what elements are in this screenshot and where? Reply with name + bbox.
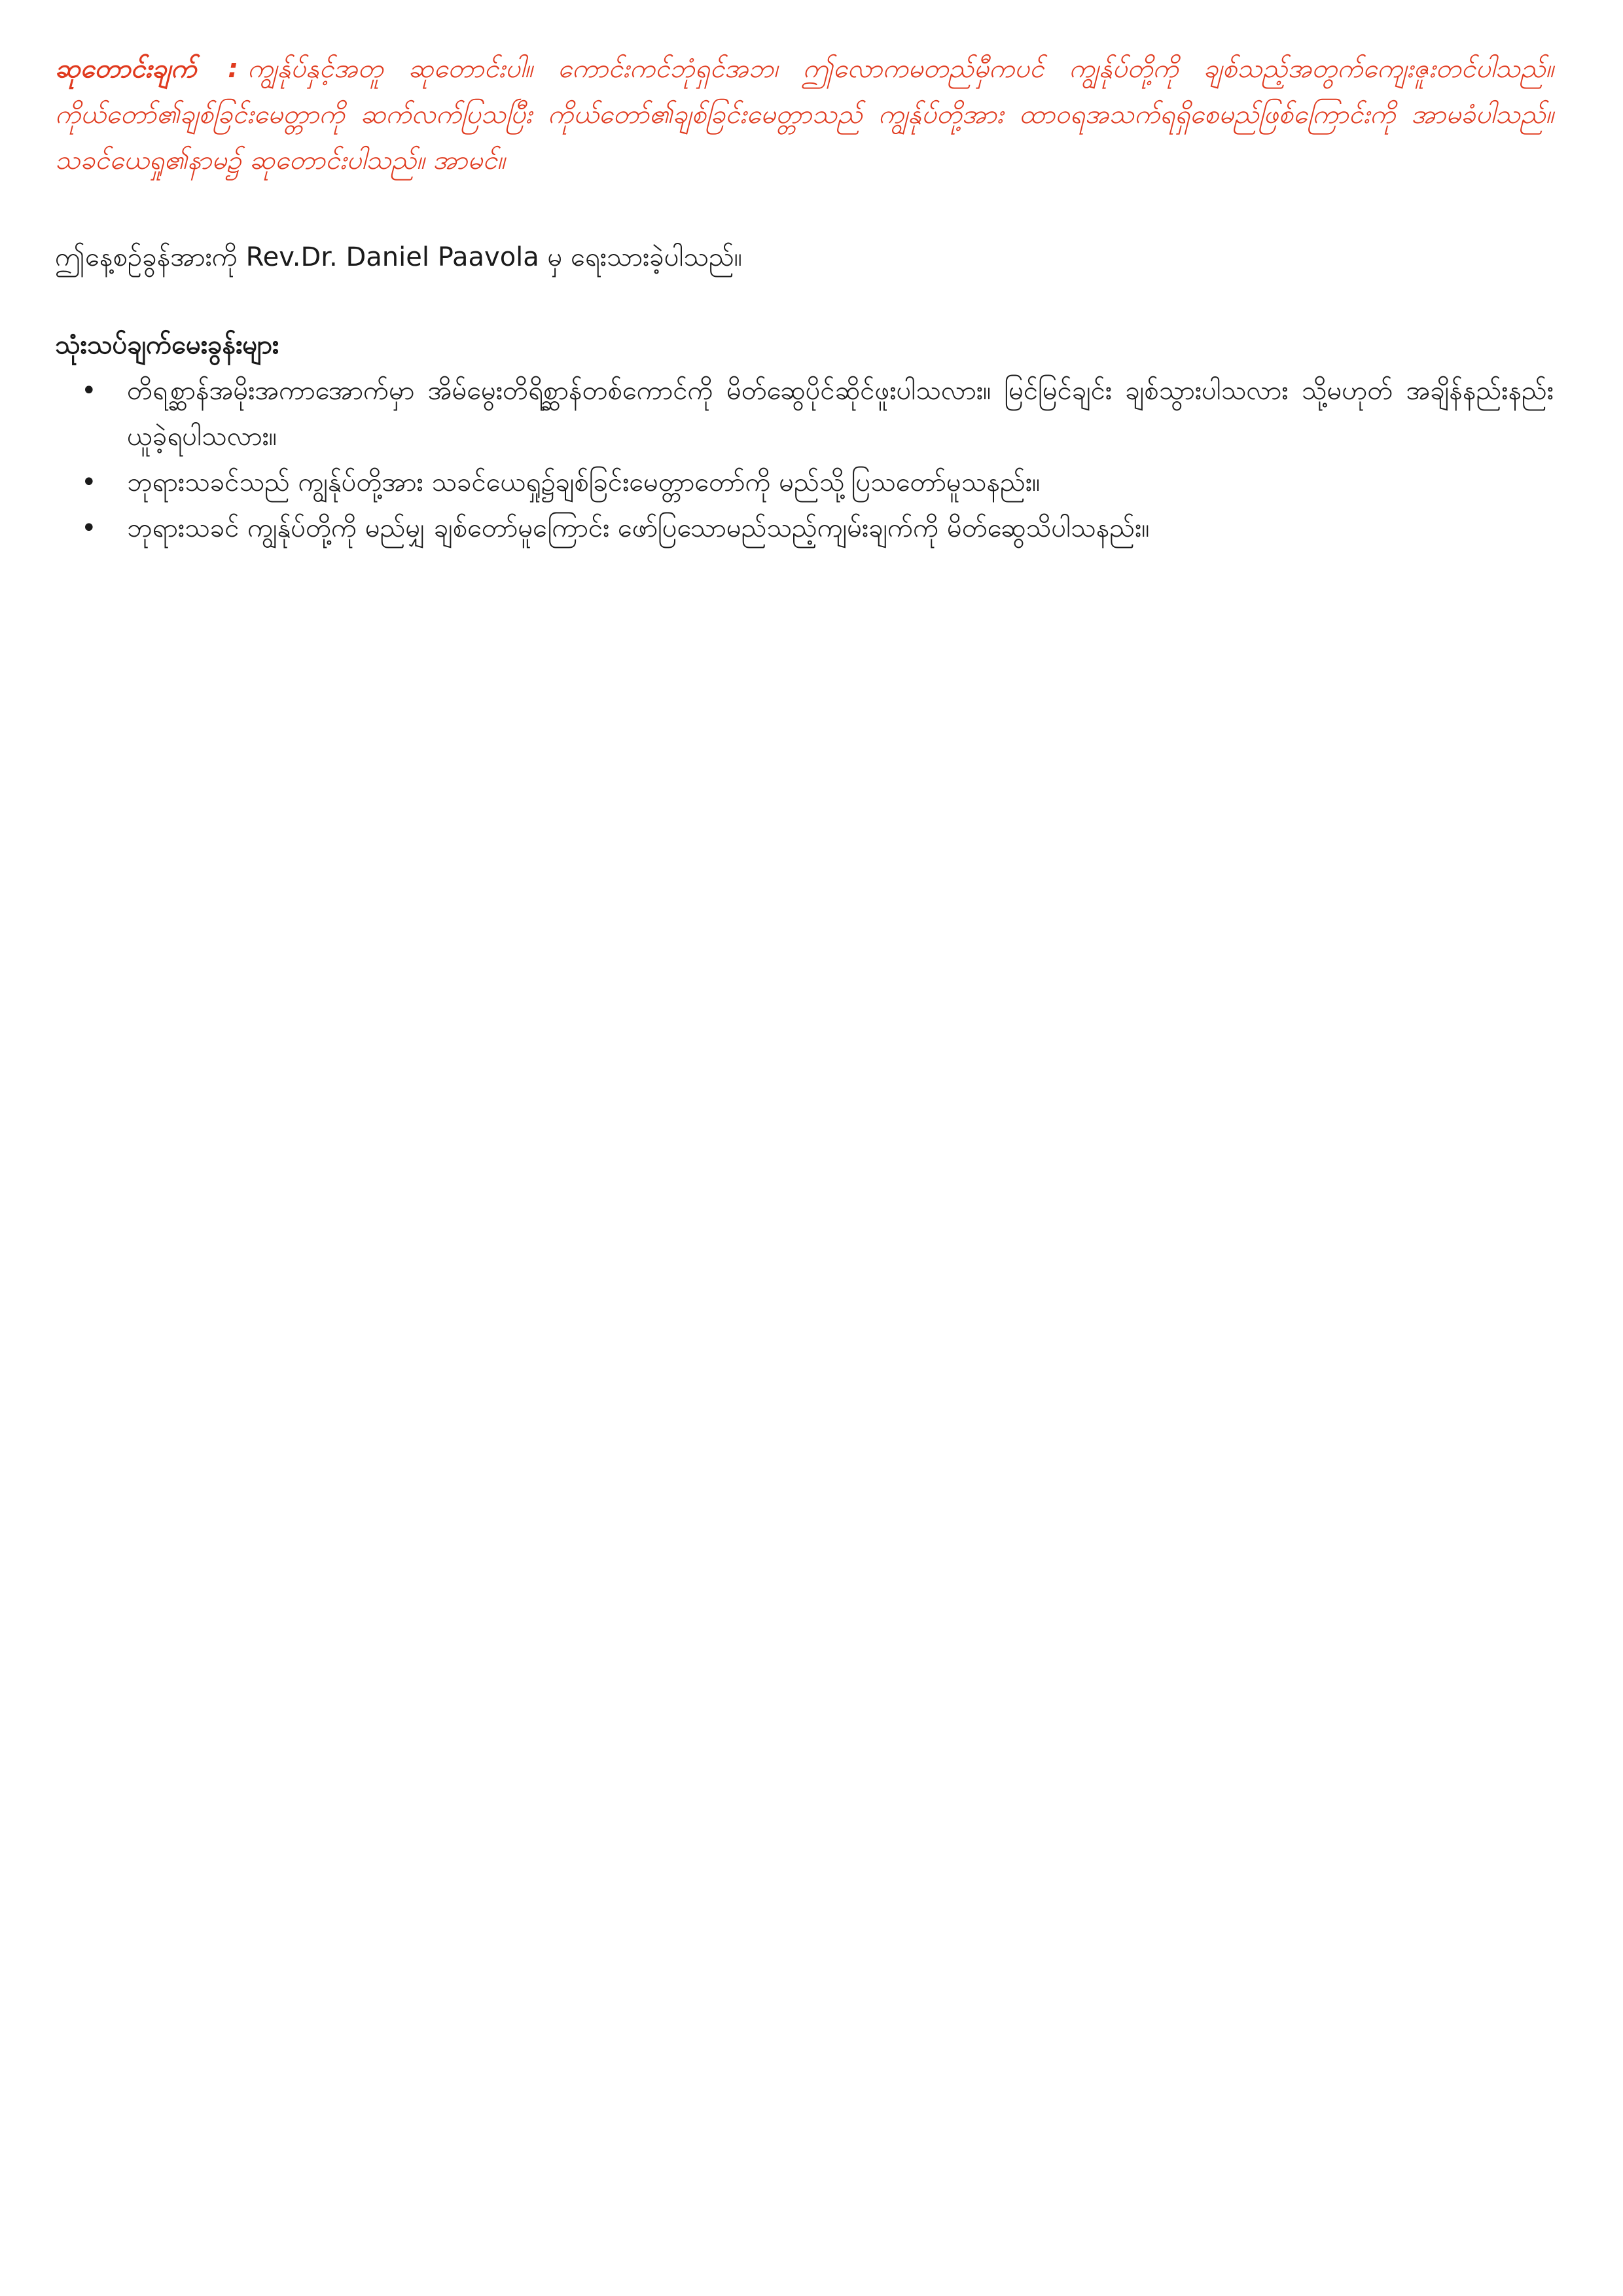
prayer-paragraph bbox=[55, 46, 1554, 183]
questions-list bbox=[55, 368, 1554, 551]
bullet-icon: • bbox=[81, 376, 97, 406]
prayer-text: ကျွန်ုပ်နှင့်အတူ ဆုတောင်းပါ။ ကောင်းကင်ဘုံရှင်အဘ၊ ဤလောကမတည်မှီကပင် ကျွန်ုပ်တို့ကို ချစ်သည့်အတွက်ကျေးဇူးတင်ပါသည်။ ကိုယ်တော်၏ချစ်ခြင်းမေတ္တာကို ဆက်လက်ပြသပြီး ကိုယ်တော်၏ချစ်ခြင်းမေတ္တာသည် ကျွန်ုပ်တို့အား ထာဝရအသက်ရရှိစေမည်ဖြစ်ကြောင်းကို အာမခံပါသည်။ သခင်ယေရှု၏နာမ၌ ဆုတောင်းပါသည်။ အာမင်။ bbox=[55, 54, 1554, 175]
document-page bbox=[55, 46, 1554, 551]
author-note: ဤနေ့စဉ်ခွန်အားကို Rev.Dr. Daniel Paavola မှ ရေးသားခဲ့ပါသည်။ bbox=[55, 242, 742, 272]
list-item bbox=[55, 459, 1554, 505]
bullet-icon: • bbox=[81, 513, 97, 543]
question-text: တိရစ္ဆာန်အမိုးအကာအောက်မှာ အိမ်မွေးတိရိစ္ဆာန်တစ်ကောင်ကို မိတ်ဆွေပိုင်ဆိုင်ဖူးပါသလား။ မြင်မြင်ချင်း ချစ်သွားပါသလား သို့မဟုတ် အချိန်နည်းနည်းယူခဲ့ရပါသလား။ bbox=[127, 376, 1554, 452]
list-item bbox=[55, 368, 1554, 459]
prayer-separator: : bbox=[228, 54, 239, 84]
bullet-icon: • bbox=[81, 467, 97, 497]
question-text: ဘုရားသခင် ကျွန်ုပ်တို့ကို မည်မျှ ချစ်တော်မူကြောင်း ဖော်ပြသောမည်သည့်ကျမ်းချက်ကို မိတ်ဆွေသိပါသနည်း။ bbox=[127, 513, 1150, 543]
questions-heading: သုံးသပ်ချက်မေးခွန်းများ bbox=[55, 330, 279, 360]
list-item bbox=[55, 505, 1554, 551]
prayer-label: ဆုတောင်းချက် bbox=[55, 54, 197, 84]
question-text: ဘုရားသခင်သည် ကျွန်ုပ်တို့အား သခင်ယေရှု၌ချစ်ခြင်းမေတ္တာတော်ကို မည်သို့ပြသတော်မူသနည်း။ bbox=[127, 467, 1041, 497]
